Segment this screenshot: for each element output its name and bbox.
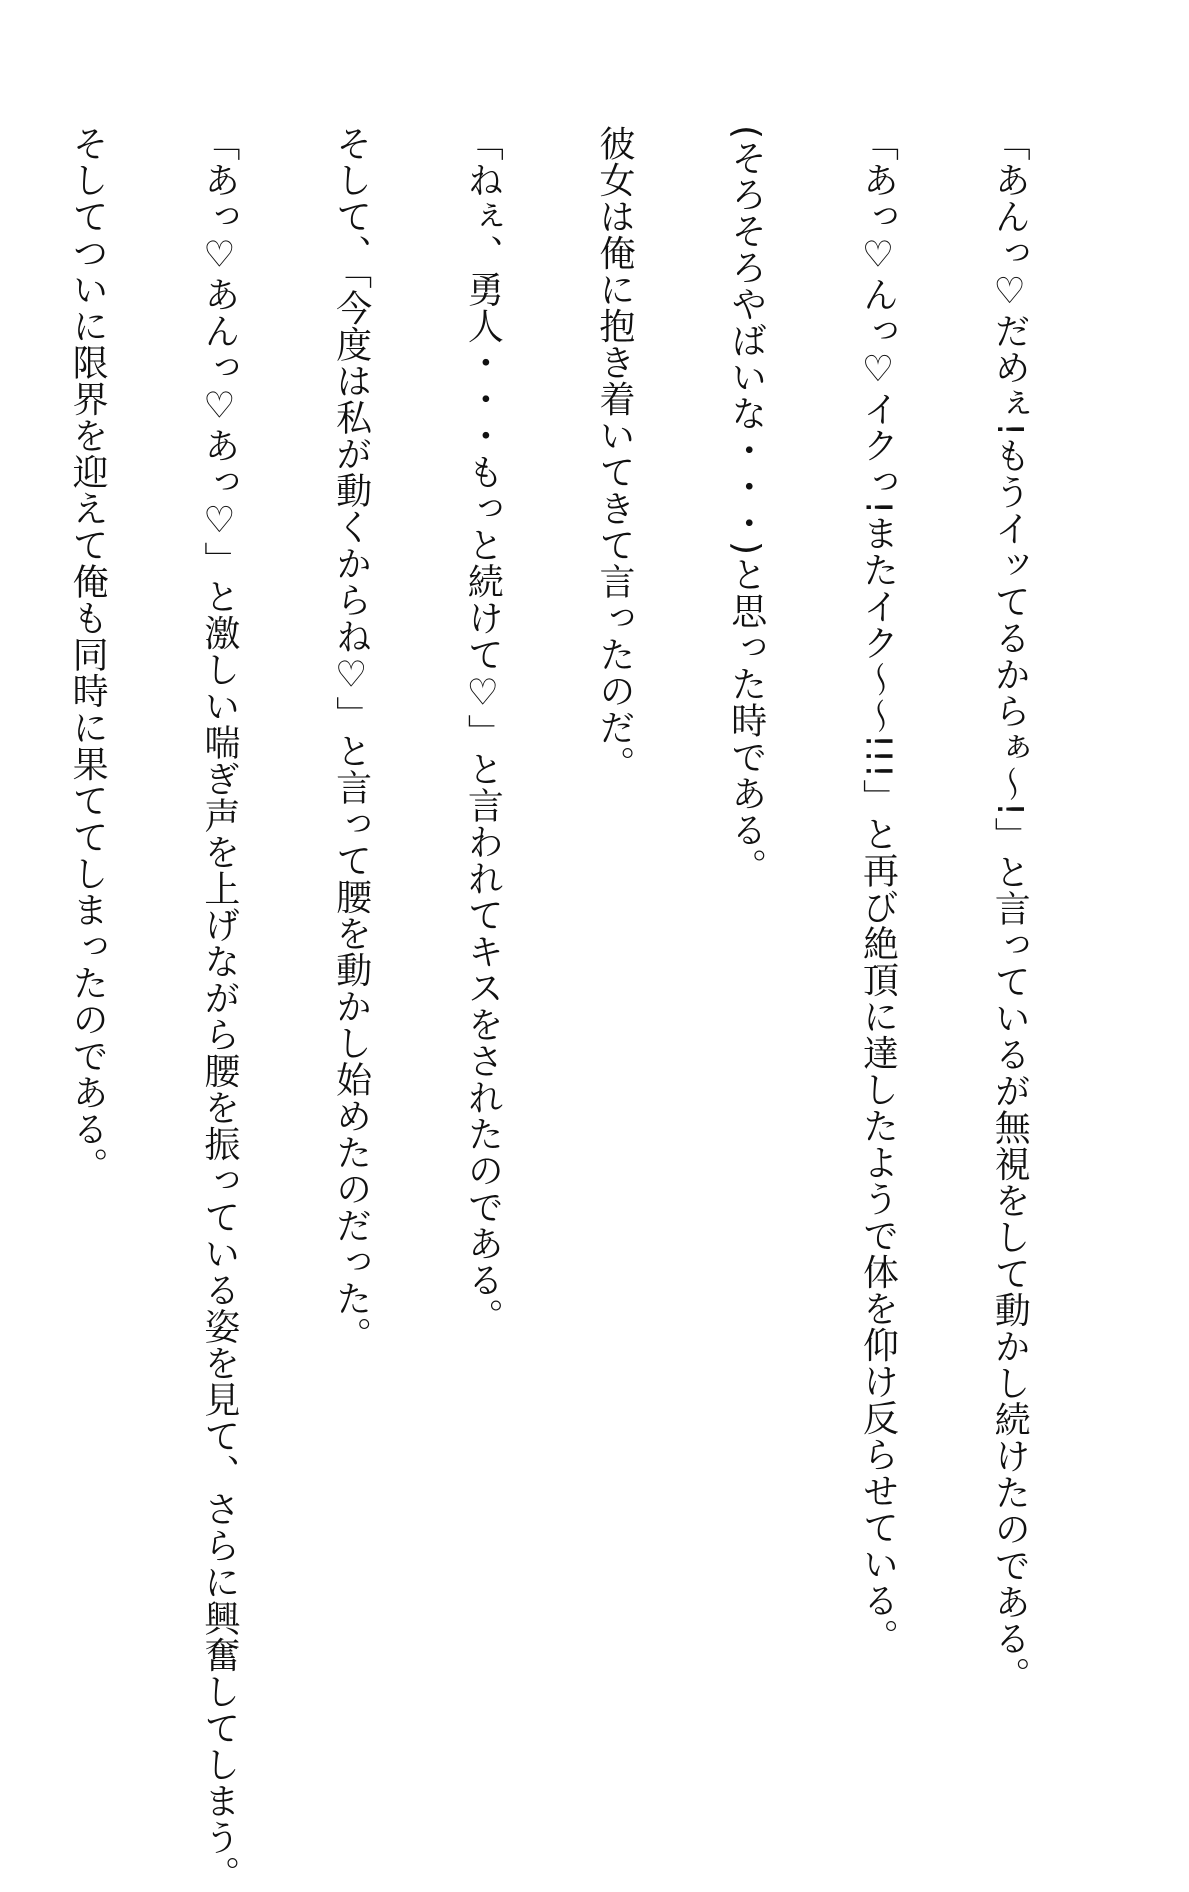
text-line: そしてついに限界を迎えて俺も同時に果ててしまったのである。 (67, 125, 109, 1184)
text-line: (そろそろやばいな・・・)と思った時である。 (725, 125, 767, 885)
text-line: 彼女は俺に抱き着いてきて言ったのだ。 (594, 125, 636, 782)
text-line: そして、「今度は私が動くからね♡」と言って腰を動かし始めたのだった。 (330, 125, 372, 1353)
vertical-text-block (0, 125, 1119, 1892)
text-line: 「あっ♡あんっ♡あっ♡」と激しい喘ぎ声を上げながら腰を振っている姿を見て、さらに興奮してしまう。 (198, 125, 240, 1892)
text-line: 「ねぇ、勇人・・・もっと続けて♡」と言われてキスをされたのである。 (462, 125, 504, 1335)
text-line: 「あっ♡んっ♡イクっ!またイク〜〜!!!」と再び絶頂に達したようで体を仰け反らせている。 (857, 125, 899, 1655)
text-line: 「あんっ♡だめぇ!もうイッてるからぁ〜!」と言っているが無視をして動かし続けたのである。 (989, 125, 1031, 1693)
